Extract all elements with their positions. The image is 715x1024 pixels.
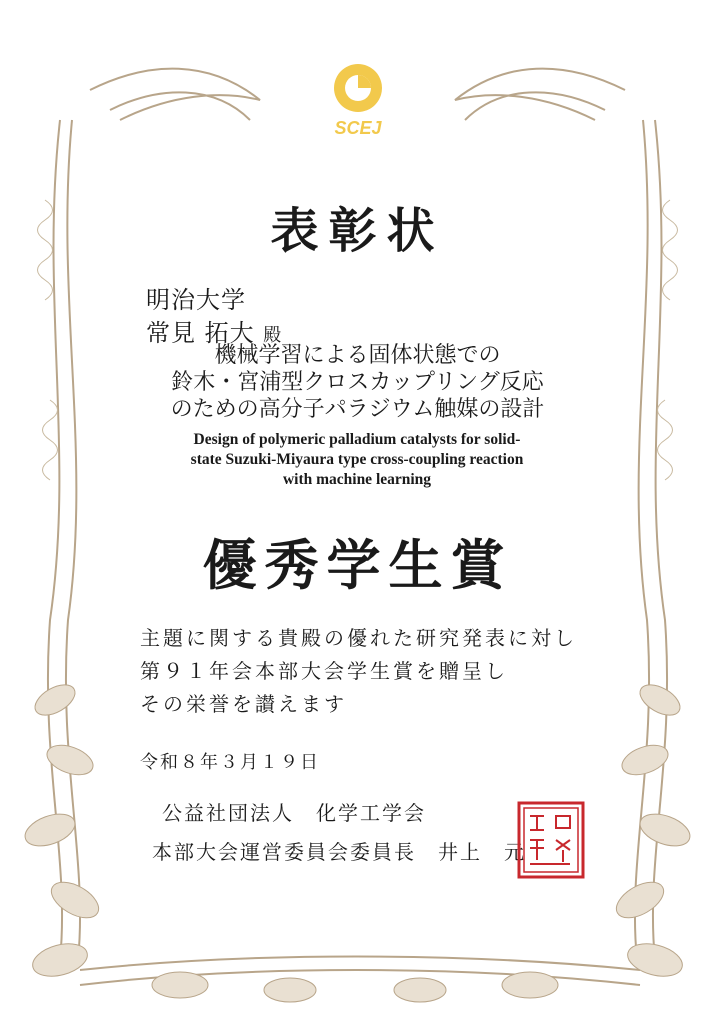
jp-title-line: 鈴木・宮浦型クロスカップリング反応 (171, 370, 544, 395)
en-title-line: Design of polymeric palladium catalysts for solid- (193, 431, 521, 448)
body-text-line: 第９１年会本部大会学生賞を贈呈し (140, 659, 508, 683)
award-date: 令和８年３月１９日 (140, 752, 320, 773)
jp-title-line: のための高分子パラジウム触媒の設計 (170, 397, 545, 422)
signer-name: 本部大会運営委員会委員長 井上 元 (152, 840, 526, 864)
en-title-line: with machine learning (282, 471, 432, 488)
research-title-en (132, 430, 582, 490)
recipient-name: 常見 拓大 (146, 319, 255, 347)
award-name: 優秀学生賞 (202, 533, 513, 597)
honorific: 殿 (263, 325, 283, 346)
en-title-line: state Suzuki-Miyaura type cross-coupling reaction (190, 451, 524, 468)
logo-text: SCEJ (334, 118, 382, 138)
research-title-jp (120, 342, 595, 423)
body-text-line: その栄誉を讃えます (140, 692, 347, 716)
jp-title-line: 機械学習による固体状態での (214, 343, 501, 368)
body-text-line: 主題に関する貴殿の優れた研究発表に対し (140, 626, 577, 650)
organization-name: 公益社団法人 化学工学会 (162, 801, 426, 825)
recipient-university: 明治大学 (146, 286, 246, 314)
official-seal-stamp (516, 800, 586, 880)
certificate-title: 表彰状 (270, 203, 445, 259)
